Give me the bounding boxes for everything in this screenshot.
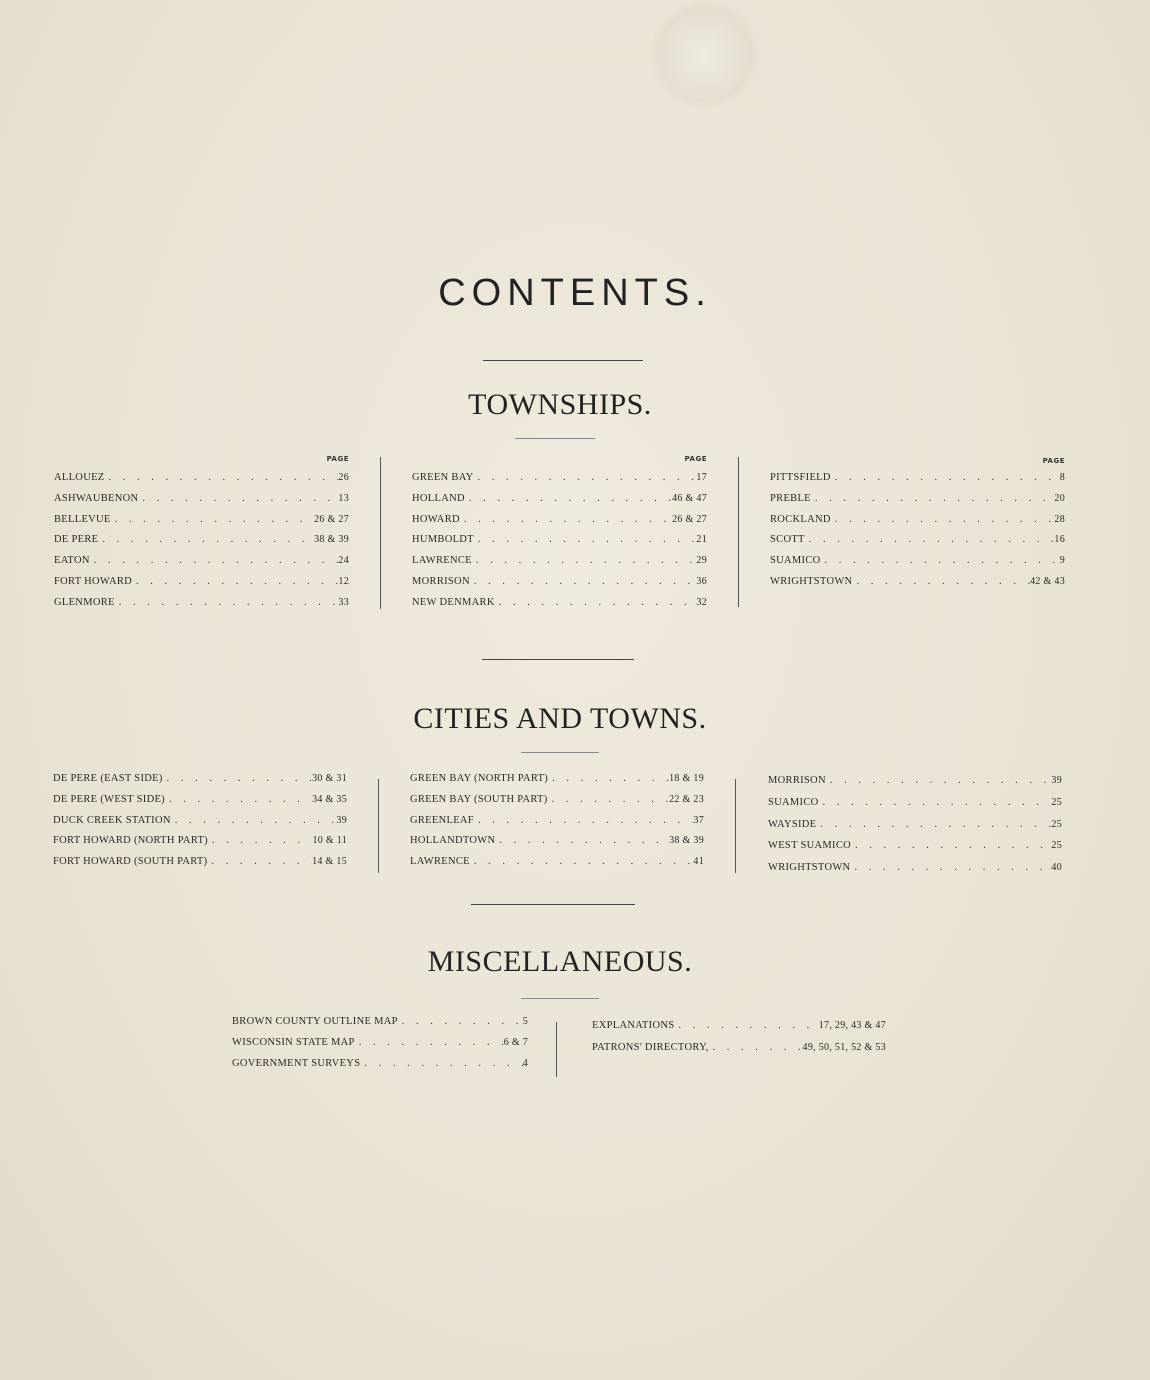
entry-page-number: 17 (696, 472, 707, 483)
entry-name: ALLOUEZ (54, 472, 105, 483)
entry-page-number: 25 (1051, 840, 1062, 852)
dot-leader (111, 514, 314, 525)
entry-page-number: 17, 29, 43 & 47 (818, 1020, 886, 1031)
contents-entry (53, 794, 347, 810)
entry-name: FORT HOWARD (54, 576, 133, 587)
contents-entry (412, 576, 707, 592)
entry-page-number: 28 (1054, 513, 1065, 525)
dot-leader (474, 472, 697, 483)
townships-heading-rule (515, 438, 595, 439)
entry-page-number: 39 (336, 814, 347, 826)
entry-name: BELLEVUE (54, 513, 111, 525)
dot-leader (360, 1058, 522, 1069)
dot-leader (851, 840, 1051, 851)
page-column-label: PAGE (326, 455, 349, 463)
dot-leader (470, 576, 697, 587)
entry-page-number: 6 & 7 (503, 1037, 528, 1048)
contents-entry (410, 794, 704, 810)
entry-name: WISCONSIN STATE MAP (232, 1037, 355, 1048)
dot-leader (98, 534, 314, 545)
dot-leader (208, 835, 313, 846)
contents-entry (54, 597, 349, 613)
dot-leader (171, 815, 337, 826)
column-divider (378, 779, 379, 873)
title-rule (483, 360, 643, 361)
contents-entry (54, 493, 349, 509)
contents-entry (770, 493, 1065, 509)
dot-leader (474, 815, 693, 826)
entry-page-number: 37 (693, 814, 704, 826)
cities-heading-rule (521, 752, 599, 753)
entry-page-number: 14 & 15 (312, 856, 347, 868)
entry-page-number: 33 (338, 596, 349, 608)
page-title: CONTENTS. (438, 272, 712, 314)
entry-page-number: 4 (522, 1058, 528, 1069)
contents-entry (770, 472, 1065, 488)
entry-page-number: 38 & 39 (669, 835, 704, 847)
dot-leader (115, 597, 339, 608)
entry-page-number: 40 (1051, 862, 1062, 874)
entry-page-number: 32 (696, 596, 707, 608)
entry-page-number: 30 & 31 (312, 773, 347, 784)
section-divider-rule (471, 904, 635, 905)
dot-leader (548, 794, 670, 805)
entry-name: DUCK CREEK STATION (53, 814, 171, 826)
contents-entry (53, 856, 347, 872)
entry-name: GREEN BAY (NORTH PART) (410, 773, 549, 784)
dot-leader (90, 555, 339, 566)
dot-leader (811, 493, 1055, 504)
contents-entry (768, 862, 1062, 878)
entry-page-number: 18 & 19 (669, 773, 704, 784)
entry-page-number: 46 & 47 (672, 492, 707, 504)
dot-leader (674, 1020, 818, 1031)
dot-leader (472, 555, 697, 566)
entry-name: DE PERE (WEST SIDE) (53, 793, 165, 805)
dot-leader (821, 555, 1060, 566)
dot-leader (826, 775, 1052, 786)
entry-page-number: 24 (338, 555, 349, 567)
cities-heading: CITIES AND TOWNS. (413, 702, 707, 735)
entry-page-number: 9 (1059, 555, 1065, 567)
entry-name: EXPLANATIONS (592, 1020, 675, 1031)
contents-entry (768, 840, 1062, 856)
entry-page-number: 38 & 39 (314, 534, 349, 546)
contents-entry (412, 472, 707, 488)
entry-page-number: 12 (338, 576, 349, 587)
dot-leader (495, 597, 697, 608)
misc-heading-rule (521, 998, 599, 999)
entry-name: MORRISON (768, 775, 826, 786)
entry-name: PITTSFIELD (770, 472, 831, 483)
entry-page-number: 16 (1054, 534, 1065, 546)
entry-name: SUAMICO (768, 796, 819, 808)
dot-leader (138, 493, 338, 504)
entry-page-number: 22 & 23 (669, 793, 704, 805)
entry-name: PATRONS' DIRECTORY, (592, 1042, 709, 1053)
entry-name: GLENMORE (54, 596, 115, 608)
entry-name: EATON (54, 555, 90, 567)
contents-entry (592, 1020, 886, 1036)
entry-name: ASHWAUBENON (54, 492, 139, 504)
dot-leader (460, 514, 672, 525)
entry-name: HUMBOLDT (412, 534, 474, 546)
dot-leader (831, 472, 1060, 483)
contents-entry (53, 835, 347, 851)
entry-name: WRIGHTSTOWN (770, 576, 853, 587)
contents-entry (770, 576, 1065, 592)
entry-name: ROCKLAND (770, 513, 831, 525)
contents-entry (54, 576, 349, 592)
entry-page-number: 21 (696, 534, 707, 546)
entry-name: WAYSIDE (768, 818, 817, 830)
townships-heading: TOWNSHIPS. (468, 388, 652, 421)
column-divider (735, 779, 736, 873)
contents-entry (412, 514, 707, 530)
entry-page-number: 25 (1051, 796, 1062, 808)
dot-leader (709, 1042, 803, 1053)
entry-page-number: 29 (696, 555, 707, 567)
entry-name: SCOTT (770, 534, 805, 546)
dot-leader (165, 794, 312, 805)
dot-leader (850, 862, 1051, 873)
entry-name: FORT HOWARD (NORTH PART) (53, 835, 208, 847)
entry-name: HOWARD (412, 513, 460, 525)
embossed-seal (650, 0, 760, 110)
section-divider-rule (482, 659, 634, 660)
contents-entry (410, 835, 704, 851)
entry-name: GREENLEAF (410, 814, 474, 826)
entry-page-number: 36 (696, 576, 707, 587)
contents-entry (54, 514, 349, 530)
dot-leader (470, 856, 694, 867)
contents-entry (54, 555, 349, 571)
entry-page-number: 39 (1051, 775, 1062, 786)
contents-entry (770, 534, 1065, 550)
entry-name: GREEN BAY (412, 472, 474, 483)
entry-name: GOVERNMENT SURVEYS (232, 1058, 361, 1069)
entry-page-number: 42 & 43 (1030, 576, 1065, 587)
entry-page-number: 5 (522, 1016, 528, 1027)
contents-entry (412, 555, 707, 571)
entry-page-number: 26 & 27 (672, 513, 707, 525)
entry-page-number: 8 (1059, 472, 1065, 483)
entry-name: HOLLAND (412, 492, 465, 504)
entry-name: SUAMICO (770, 555, 821, 567)
entry-name: DE PERE (EAST SIDE) (53, 773, 163, 784)
contents-entry (768, 775, 1062, 791)
dot-leader (548, 773, 669, 784)
contents-entry (54, 534, 349, 550)
contents-entry (412, 493, 707, 509)
entry-page-number: 34 & 35 (312, 793, 347, 805)
dot-leader (852, 576, 1030, 587)
entry-name: HOLLANDTOWN (410, 835, 496, 847)
dot-leader (819, 797, 1052, 808)
contents-entry (592, 1042, 886, 1058)
contents-entry (54, 472, 349, 488)
entry-name: FORT HOWARD (SOUTH PART) (53, 856, 208, 868)
contents-entry (768, 797, 1062, 813)
contents-entry (232, 1058, 528, 1074)
dot-leader (355, 1037, 504, 1048)
dot-leader (495, 835, 669, 846)
contents-entry (768, 819, 1062, 835)
entry-name: PREBLE (770, 492, 811, 504)
entry-name: NEW DENMARK (412, 596, 495, 608)
entry-page-number: 10 & 11 (312, 835, 347, 847)
entry-page-number: 26 (338, 472, 349, 483)
entry-page-number: 41 (693, 856, 704, 868)
entry-name: WRIGHTSTOWN (768, 862, 851, 874)
entry-page-number: 26 & 27 (314, 513, 349, 525)
dot-leader (105, 472, 339, 483)
contents-entry (410, 856, 704, 872)
column-divider (738, 457, 739, 607)
dot-leader (132, 576, 338, 587)
entry-name: DE PERE (54, 534, 99, 546)
dot-leader (207, 856, 312, 867)
dot-leader (805, 534, 1055, 545)
dot-leader (474, 534, 696, 545)
entry-name: MORRISON (412, 576, 470, 587)
entry-page-number: 25 (1051, 818, 1062, 830)
contents-entry (412, 534, 707, 550)
dot-leader (831, 514, 1055, 525)
contents-entry (410, 815, 704, 831)
contents-entry (53, 773, 347, 789)
contents-entry (770, 555, 1065, 571)
entry-page-number: 49, 50, 51, 52 & 53 (802, 1042, 886, 1053)
contents-entry (232, 1037, 528, 1053)
page-column-label: PAGE (684, 455, 707, 463)
dot-leader (816, 819, 1051, 830)
entry-name: LAWRENCE (410, 856, 470, 868)
entry-name: BROWN COUNTY OUTLINE MAP (232, 1016, 398, 1027)
column-divider (380, 457, 381, 609)
entry-name: WEST SUAMICO (768, 840, 852, 852)
dot-leader (465, 493, 672, 504)
misc-heading: MISCELLANEOUS. (427, 945, 693, 978)
entry-page-number: 13 (338, 492, 349, 504)
page-column-label: PAGE (1042, 457, 1065, 465)
contents-entry (410, 773, 704, 789)
contents-entry (412, 597, 707, 613)
contents-entry (232, 1016, 528, 1032)
contents-entry (770, 514, 1065, 530)
entry-name: GREEN BAY (SOUTH PART) (410, 793, 548, 805)
entry-name: LAWRENCE (412, 555, 472, 567)
entry-page-number: 20 (1054, 492, 1065, 504)
contents-entry (53, 815, 347, 831)
dot-leader (398, 1016, 523, 1027)
dot-leader (163, 773, 312, 784)
column-divider (556, 1022, 557, 1077)
